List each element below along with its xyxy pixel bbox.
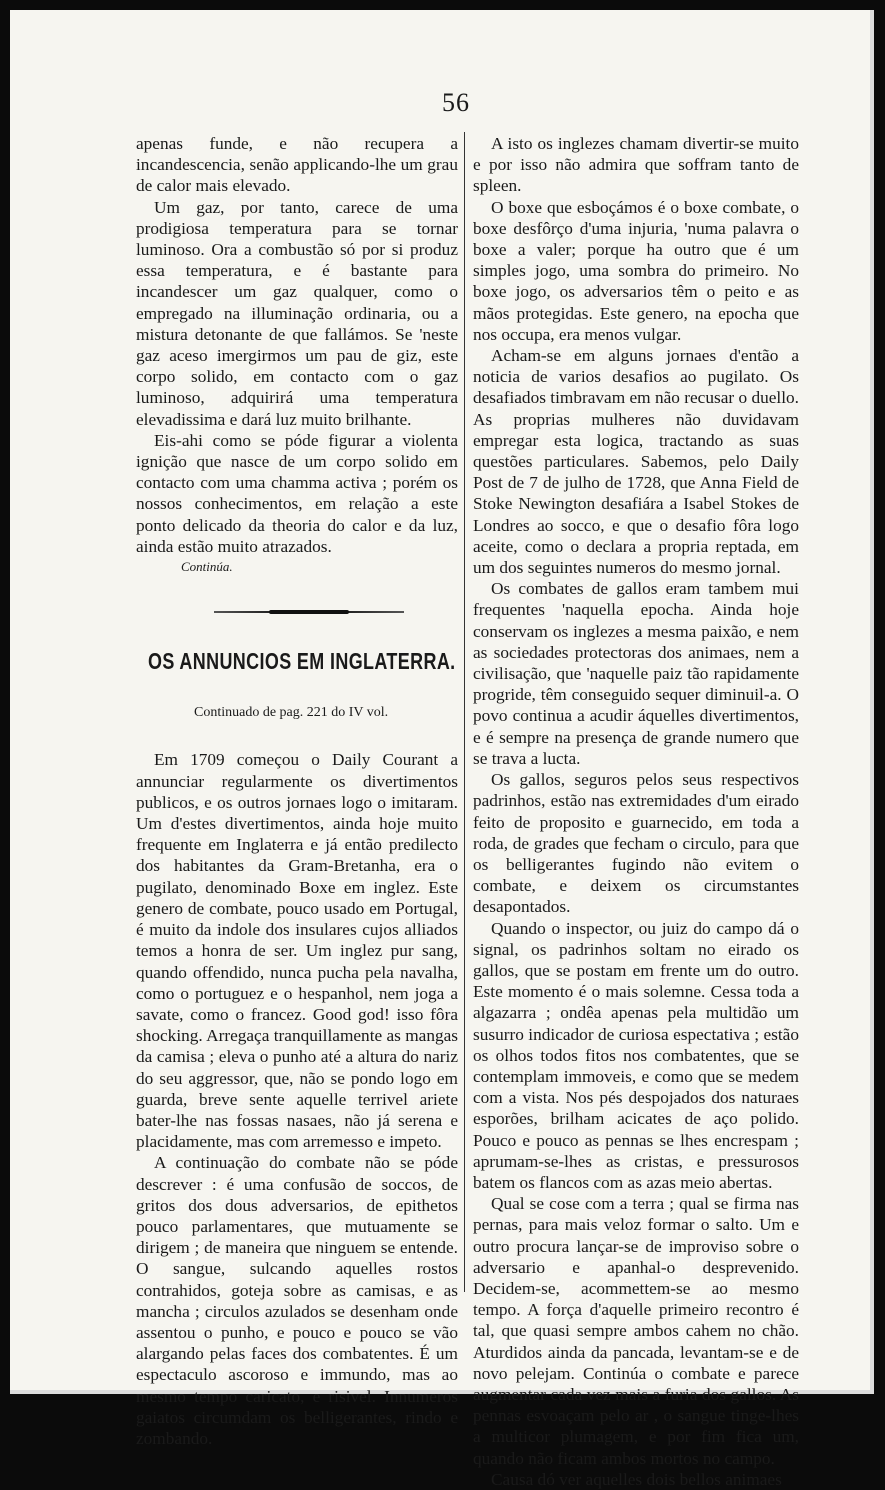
paragraph: Quando o inspector, ou juiz do campo dá o signal, os padrinhos soltam no eirado os gallos, que se postam em frente um do outro. Este momento é o mais solemne. Cessa toda a algazarra ; ondêa apenas pela multidão um susurro indicador de curiosa espectativa ; estão os olhos todos fitos nos combatentes, que se contemplam immoveis, e como que se medem com a vista. Nos pés despojados dos naturaes esporões, brilham acicates de aço polido. Pouco e pouco as pennas se lhes encrespam ; aprumam-se-lhes as cristas, e pressurosos batem os flancos com as azas meio abertas. [473, 918, 799, 1192]
section-subtitle: Continuado de pag. 221 do IV vol. [194, 705, 389, 721]
paragraph: Causa dó ver aquelles dois bellos animaes [491, 1469, 782, 1489]
section-title: OS ANNUNCIOS EM INGLATERRA. [148, 648, 456, 675]
paragraph: apenas funde, e não recupera a incandescencia, senão applicando-lhe um grau de calor mais elevado. [136, 134, 458, 196]
column-divider [464, 132, 465, 1292]
section-divider [214, 611, 404, 613]
paragraph: O boxe que esboçámos é o boxe combate, o boxe desfôrço d'uma injuria, 'numa palavra o boxe a valer; porque ha outro que é um simples jogo, uma sombra do primeiro. No boxe jogo, os adversarios têm o peito e as mãos protegidas. Este genero, na epocha que nos occupa, era menos vulgar. [473, 197, 799, 344]
paragraph: Em 1709 começou o Daily Courant a annunciar regularmente os divertimentos publicos, e os outros jornaes logo o imitaram. Um d'estes divertimentos, ainda hoje muito frequente em Inglaterra e já então predilecto dos habitantes da Gram-Bretanha, era o pugilato, denominado Boxe em inglez. Este genero de combate, pouco usado em Portugal, é muito da indole dos insulares cujos alliados temos a honra de ser. Um inglez pur sang, quando offendido, nunca pucha pela navalha, como o portuguez e o hespanhol, nem joga a savate, como o francez. Good god! isso fôra shocking. Arregaça tranquillamente as mangas da camisa ; eleva o punho até a altura do nariz do seu aggressor, que, não se pondo logo em guarda, breve sente aquelle terrivel ariete bater-lhe nas fossas nasaes, não já serena e placidamente, mas com arremesso e impeto. [136, 750, 458, 1152]
paragraph: A isto os inglezes chamam divertir-se muito e por isso não admira que soffram tanto de spleen. [473, 134, 799, 196]
left-column [136, 133, 458, 1449]
paragraph: Um gaz, por tanto, carece de uma prodigiosa temperatura para se tornar luminoso. Ora a combustão só por si produz essa temperatura, e é bastante para incandescer um gaz qualquer, como o empregado na illuminação ordinaria, ou a mistura detonante de que fallámos. Se 'neste gaz aceso imergirmos um pau de giz, este corpo solido, em contacto com o gaz luminoso, adquirirá uma temperatura elevadissima e dará luz muito brilhante. [136, 197, 458, 429]
right-column [473, 133, 799, 1490]
paragraph: A continuação do combate não se póde descrever : é uma confusão de soccos, de gritos dos dous adversarios, de epithetos pouco parlamentares, que mutuamente se dirigem ; de maneira que ninguem se entende. O sangue, sulcando aquelles rostos contrahidos, goteja sobre as camisas, e as mancha ; circulos azulados se desenham onde assentou o punho, e pouco e pouco se vão alargando pelas faces dos combatentes. É um espectaculo ascoroso e immundo, mas ao mesmo tempo caricato, e risivel. Innumeros gaiatos circumdam os belligerantes, rindo e zombando. [136, 1153, 458, 1448]
page-number: 56 [442, 88, 470, 117]
page-sheet [10, 10, 874, 1489]
continua-note: Continúa. [181, 559, 233, 575]
paragraph: Eis-ahi como se póde figurar a violenta ignição que nasce de um corpo solido em contacto com uma chamma activa ; porém os nossos conhecimentos, em relação a este ponto delicado da theoria do calor e da luz, ainda estão muito atrazados. [136, 430, 458, 556]
paragraph: Acham-se em alguns jornaes d'então a noticia de varios desafios ao pugilato. Os desafiados timbravam em não recusar o duello. As proprias mulheres não duvidavam empregar esta logica, tractando as suas questões particulares. Sabemos, pelo Daily Post de 7 de julho de 1728, que Anna Field de Stoke Newington desafiára a Isabel Stokes de Londres ao socco, e que o desafio fôra logo aceite, como o declara a propria reptada, em um dos seguintes numeros do mesmo jornal. [473, 346, 799, 578]
paragraph: Os gallos, seguros pelos seus respectivos padrinhos, estão nas extremidades d'um eirado feito de proposito e guarnecido, em toda a roda, de grades que fecham o circulo, para que os belligerantes fugindo não evitem o combate, e deixem os circumstantes desapontados. [473, 770, 799, 917]
paragraph: Os combates de gallos eram tambem mui frequentes 'naquella epocha. Ainda hoje conservam os inglezes a mesma paixão, e nem as sociedades protectoras dos animaes, nem a civilisação, que 'naquelle paiz tão rapidamente progride, têm conseguido sequer diminuil-a. O povo continua a acudir áquelles divertimentos, e é sempre na presença de grande numero que se trava a lucta. [473, 579, 799, 768]
paragraph: Qual se cose com a terra ; qual se firma nas pernas, para mais veloz formar o salto. Um e outro procura lançar-se de improviso sobre o adversario e apanhal-o desprevenido. Decidem-se, acommettem-se ao mesmo tempo. A força d'aquelle primeiro recontro é tal, que quasi sempre ambos cahem no chão. Aturdidos ainda da pancada, levantam-se e de novo pelejam. Continúa o combate e parece augmentar cada vez mais a furia dos gallos. As pennas esvoaçam pelo ar , o sangue tinge-lhes a multicor plumagem, e por fim fica um, quando não ficam ambos mortos no campo. [473, 1194, 799, 1468]
